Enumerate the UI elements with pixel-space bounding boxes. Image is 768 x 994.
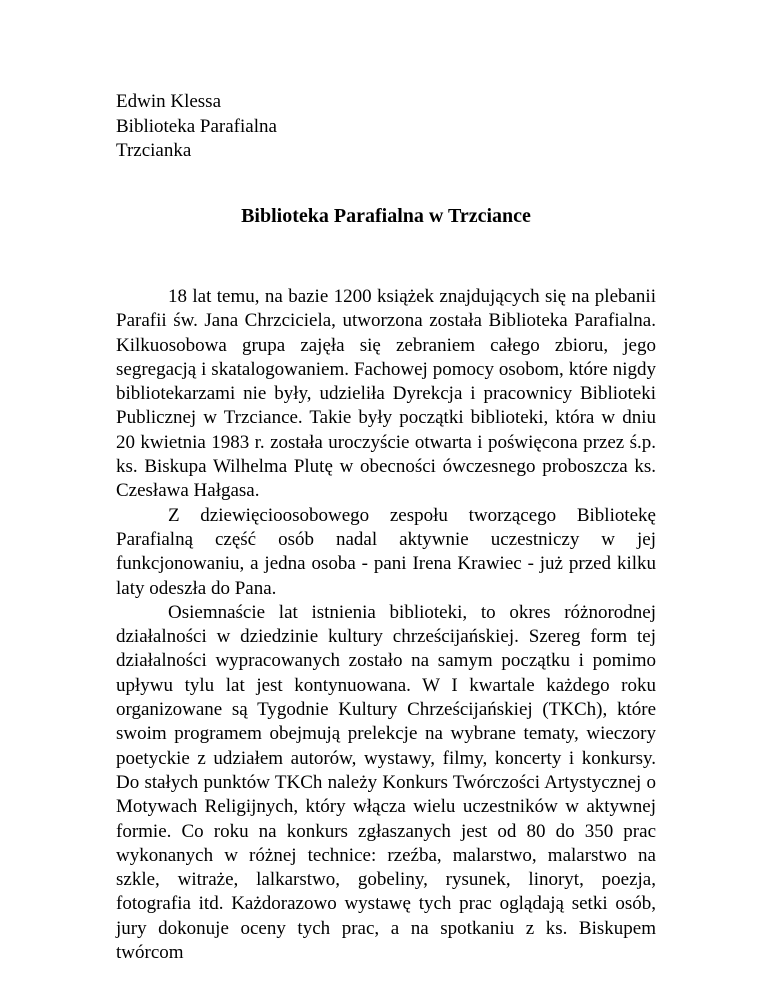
author-block <box>116 90 516 164</box>
document-body <box>116 285 656 965</box>
author-name: Edwin Klessa <box>116 91 222 112</box>
author-city: Trzcianka <box>116 140 192 161</box>
paragraph-1: 18 lat temu, na bazie 1200 książek znajdujących się na plebanii Parafii św. Jana Chrzciciela, utworzona została Biblioteka Parafialna. Kilkuosobowa grupa zajęła się zebraniem całego zbioru, jego segregacją i skatalogowaniem. Fachowej pomocy osobom, które nigdy bibliotekarzami nie były, udzieliła Dyrekcja i pracownicy Biblioteki Publicznej w Trzciance. Takie były początki biblioteki, która w dniu 20 kwietnia 1983 r. została uroczyście otwarta i poświęcona przez ś.p. ks. Biskupa Wilhelma Plutę w obecności ówczesnego proboszcza ks. Czesława Hałgasa. <box>116 286 656 502</box>
paragraph-2: Z dziewięcioosobowego zespołu tworzącego Bibliotekę Parafialną część osób nadal aktywnie uczestniczy w jej funkcjonowaniu, a jedna osoba - pani Irena Krawiec - już przed kilku laty odeszła do Pana. <box>116 504 656 599</box>
author-institution: Biblioteka Parafialna <box>116 115 277 137</box>
paragraph-3: Osiemnaście lat istnienia biblioteki, to okres różnorodnej działalności w dziedzinie kultury chrześcijańskiej. Szereg form tej działalności wypracowanych zostało na samym początku i pomimo upływu tylu lat jest kontynuowana. W I kwartale każdego roku organizowane są Tygodnie Kultury Chrześcijańskiej (TKCh), które swoim programem obejmują prelekcje na wybrane tematy, wieczory poetyckie z udziałem autorów, wystawy, filmy, koncerty i konkursy. Do stałych punktów TKCh należy Konkurs Twórczości Artystycznej o Motywach Religijnych, który włącza wielu uczestników w aktywnej formie. Co roku na konkurs zgłaszanych jest od 80 do 350 prac wykonanych w różnej technice: rzeźba, malarstwo, malarstwo na szkle, witraże, lalkarstwo, gobeliny, rysunek, linoryt, poezja, fotografia itd. Każdorazowo wystawę tych prac oglądają setki osób, jury dokonuje oceny tych prac, a na spotkaniu z ks. Biskupem twórcom <box>116 601 656 964</box>
document-title: Biblioteka Parafialna w Trzciance <box>241 205 531 227</box>
